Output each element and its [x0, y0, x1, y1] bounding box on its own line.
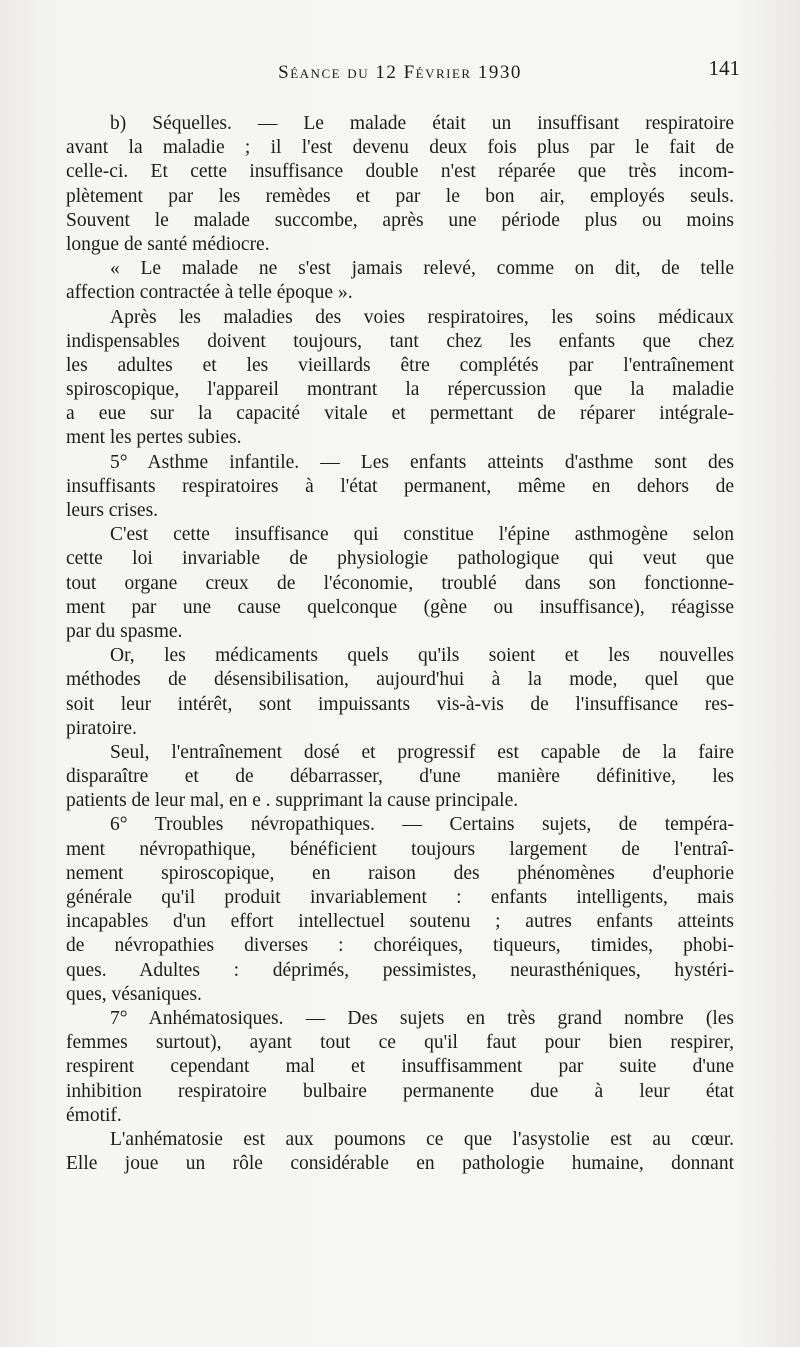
- body-text: [66, 112, 734, 1176]
- text-line: Elle joue un rôle considérable en pathologie humaine, donnant: [66, 1153, 734, 1175]
- text-line: Souvent le malade succombe, après une période plus ou moins: [66, 209, 734, 231]
- text-line: ment les pertes subies.: [66, 427, 242, 449]
- text-line: « Le malade ne s'est jamais relevé, comme on dit, de telle: [110, 258, 734, 280]
- text-line: piratoire.: [66, 717, 137, 739]
- text-line: incapables d'un effort intellectuel soutenu ; autres enfants atteints: [66, 911, 734, 933]
- text-line: tout organe creux de l'économie, troublé dans son fonctionne-: [66, 572, 734, 594]
- running-head: Séance du 12 Février 1930: [278, 62, 522, 83]
- text-line: de névropathies diverses : choréiques, tiqueurs, timides, phobi-: [66, 935, 734, 957]
- text-line: 7° Anhématosiques. — Des sujets en très grand nombre (les: [110, 1007, 734, 1029]
- text-line: cette loi invariable de physiologie pathologique qui veut que: [66, 548, 734, 570]
- text-line: indispensables doivent toujours, tant chez les enfants que chez: [66, 330, 734, 352]
- text-line: femmes surtout), ayant tout ce qu'il faut pour bien respirer,: [66, 1032, 734, 1054]
- text-line: disparaître et de débarrasser, d'une manière définitive, les: [66, 766, 734, 788]
- text-line: a eue sur la capacité vitale et permettant de réparer intégrale-: [66, 403, 734, 425]
- text-line: émotif.: [66, 1104, 122, 1126]
- text-line: générale qu'il produit invariablement : enfants intelligents, mais: [66, 887, 734, 908]
- text-line: méthodes de désensibilisation, aujourd'hui à la mode, quel que: [66, 669, 734, 691]
- text-line: Seul, l'entraînement dosé et progressif est capable de la faire: [110, 741, 734, 763]
- text-line: ques. Adultes : déprimés, pessimistes, neurasthéniques, hystéri-: [66, 959, 734, 981]
- text-line: les adultes et les vieillards être complétés par l'entraînement: [66, 354, 734, 376]
- text-line: avant la maladie ; il l'est devenu deux fois plus par le fait de: [66, 137, 734, 159]
- text-line: affection contractée à telle époque ».: [66, 282, 353, 304]
- text-line: soit leur intérêt, sont impuissants vis-à-vis de l'insuffisance res-: [66, 693, 734, 715]
- text-line: 5° Asthme infantile. — Les enfants atteints d'asthme sont des: [110, 451, 734, 473]
- text-line: inhibition respiratoire bulbaire permanente due à leur état: [66, 1080, 734, 1102]
- text-line: patients de leur mal, en e . supprimant la cause principale.: [66, 790, 519, 812]
- text-line: celle-ci. Et cette insuffisance double n'est réparée que très incom-: [66, 161, 734, 183]
- text-line: C'est cette insuffisance qui constitue l'épine asthmogène selon: [110, 524, 734, 546]
- text-line: plètement par les remèdes et par le bon air, employés seuls.: [66, 185, 734, 207]
- text-line: respirent cependant mal et insuffisamment par suite d'une: [66, 1056, 734, 1078]
- text-line: par du spasme.: [66, 620, 183, 642]
- text-line: b) Séquelles. — Le malade était un insuffisant respiratoire: [110, 113, 734, 134]
- text-line: nement spiroscopique, en raison des phénomènes d'euphorie: [66, 862, 734, 884]
- text-line: insuffisants respiratoires à l'état permanent, même en dehors de: [66, 475, 734, 497]
- text-line: spiroscopique, l'appareil montrant la répercussion que la maladie: [66, 379, 734, 401]
- page-header: [60, 56, 740, 92]
- text-line: ment névropathique, bénéficient toujours largement de l'entraî-: [66, 838, 734, 860]
- text-line: L'anhématosie est aux poumons ce que l'asystolie est au cœur.: [110, 1128, 734, 1150]
- text-line: Or, les médicaments quels qu'ils soient et les nouvelles: [110, 645, 734, 667]
- text-line: Après les maladies des voies respiratoires, les soins médicaux: [110, 306, 734, 328]
- text-line: longue de santé médiocre.: [66, 233, 270, 255]
- text-line: ques, vésaniques.: [66, 983, 202, 1005]
- page-number: 141: [708, 56, 740, 80]
- text-line: 6° Troubles névropathiques. — Certains sujets, de tempéra-: [110, 814, 734, 836]
- text-line: leurs crises.: [66, 500, 159, 521]
- text-line: ment par une cause quelconque (gène ou insuffisance), réagisse: [66, 596, 734, 618]
